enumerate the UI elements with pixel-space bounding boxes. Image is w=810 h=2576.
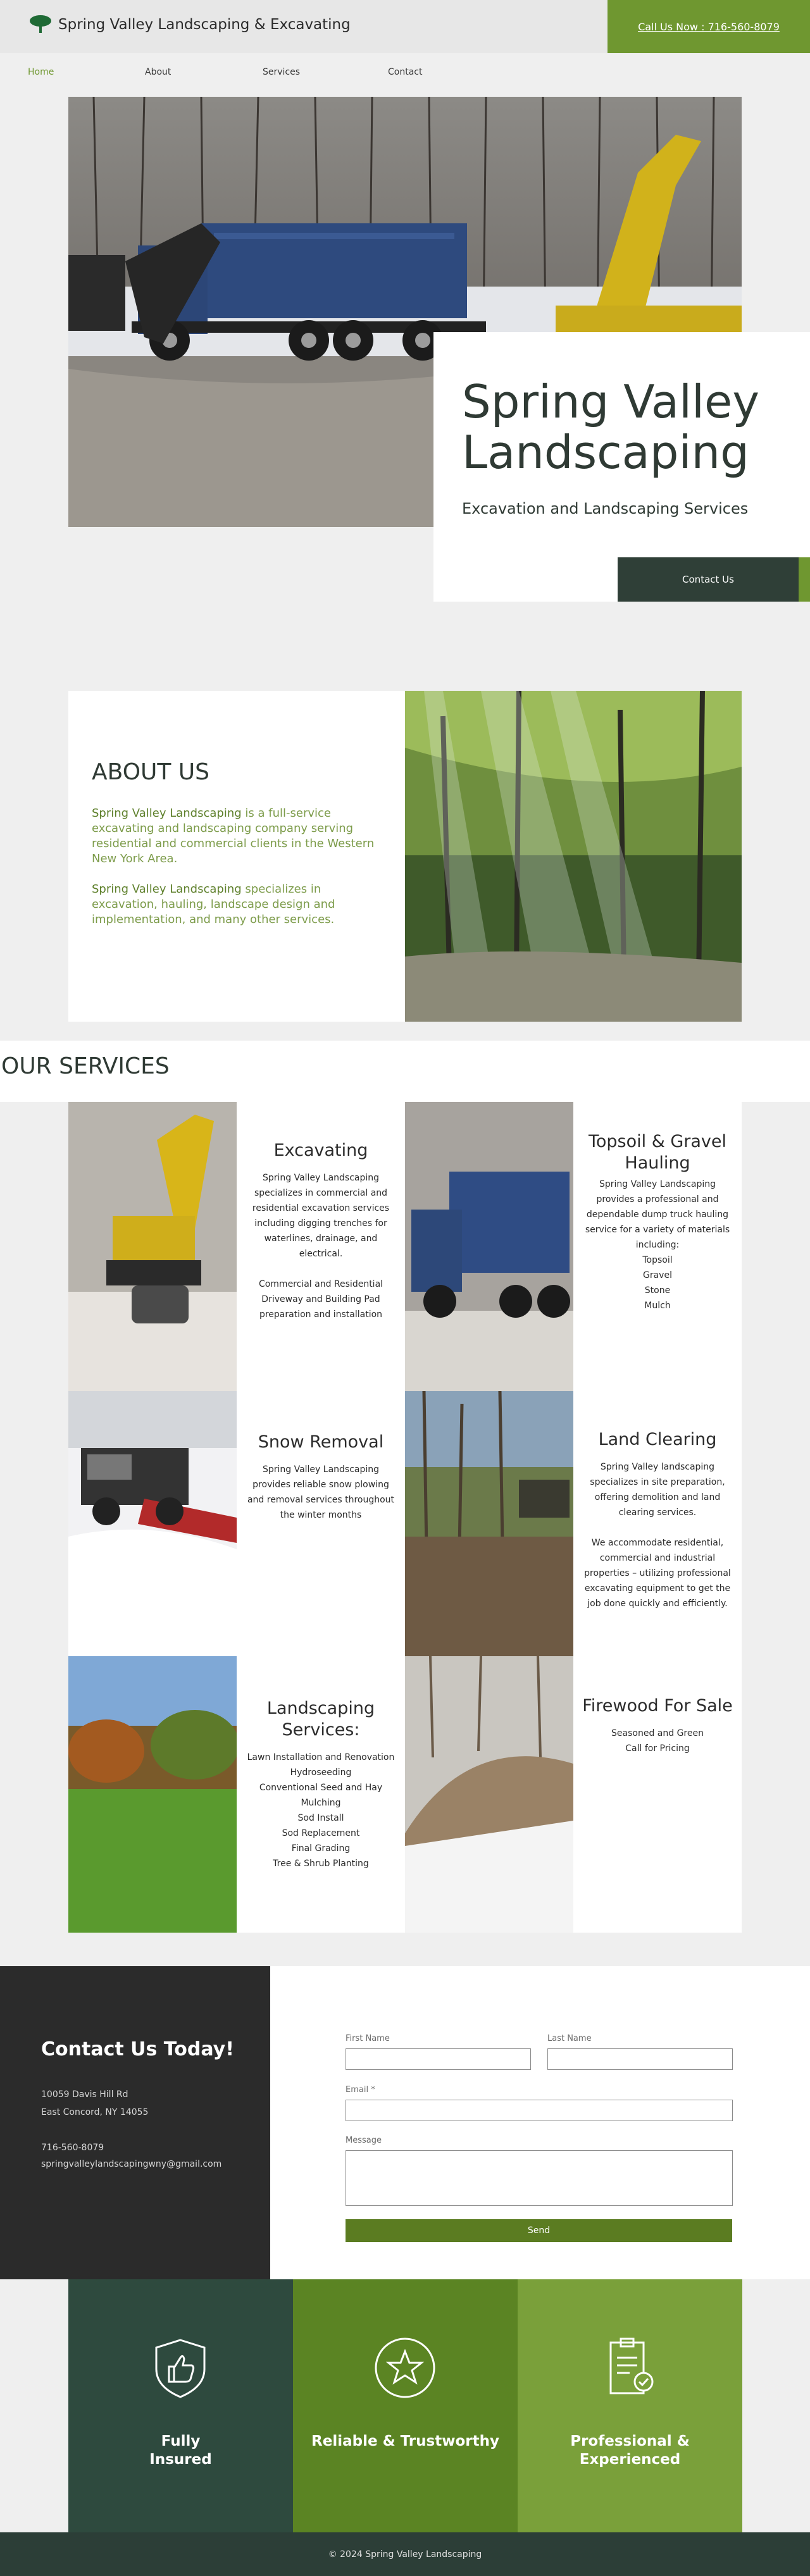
call-us-button[interactable]: Call Us Now : 716-560-8079 xyxy=(608,0,810,53)
message-textarea[interactable] xyxy=(346,2150,733,2206)
forest-sunrays-photo xyxy=(405,691,742,1022)
service-card-snow-removal xyxy=(237,1391,405,1656)
feature-insured xyxy=(68,2279,293,2532)
brand-name[interactable]: Spring Valley Landscaping & Excavating xyxy=(58,16,351,33)
contact-title: Contact Us Today! xyxy=(41,2038,234,2060)
lawn-photo xyxy=(68,1656,237,1933)
about-highlight: Spring Valley Landscaping xyxy=(92,807,242,820)
email-label: Email * xyxy=(346,2085,375,2095)
first-name-input[interactable] xyxy=(346,2048,531,2070)
nav-services[interactable]: Services xyxy=(263,67,301,77)
button-accent-strip xyxy=(799,557,810,602)
service-card-landscaping xyxy=(237,1656,405,1933)
nav-home[interactable]: Home xyxy=(28,67,54,77)
service-description: Spring Valley landscaping specializes in site preparation, offering demolition and land clearing services. We accommodate residential, commercial and industrial properties – utilizing professional excavating equipment to get the job done quickly and efficiently. xyxy=(584,1462,731,1609)
feature-label: Fully Insured xyxy=(149,2433,212,2468)
excavator-photo xyxy=(68,1102,237,1391)
service-description: Spring Valley Landscaping specializes in commercial and residential excavation services including digging trenches for waterlines, drainage, and electrical. Commercial and Residential Driveway and Building Pad preparation and installation xyxy=(252,1173,390,1320)
snow-plow-photo xyxy=(68,1391,237,1656)
service-card-hauling xyxy=(573,1102,742,1391)
address-line-1: 10059 Davis Hill Rd xyxy=(41,2090,128,2100)
firewood-pile-photo xyxy=(405,1656,573,1933)
site-footer: © 2024 Spring Valley Landscaping xyxy=(0,2532,810,2576)
nav-contact[interactable]: Contact xyxy=(388,67,423,77)
feature-label: Reliable & Trustworthy xyxy=(311,2433,499,2449)
hero-contact-button[interactable]: Contact Us xyxy=(618,557,799,602)
services-title: OUR SERVICES xyxy=(1,1053,170,1079)
hero-subtitle: Excavation and Landscaping Services xyxy=(462,500,749,517)
last-name-input[interactable] xyxy=(547,2048,733,2070)
email-input[interactable] xyxy=(346,2100,733,2121)
dump-truck-photo xyxy=(405,1102,573,1391)
address-line-2: East Concord, NY 14055 xyxy=(41,2107,149,2117)
about-title: ABOUT US xyxy=(92,759,210,785)
about-highlight: Spring Valley Landscaping xyxy=(92,882,242,896)
send-button[interactable]: Send xyxy=(346,2219,732,2242)
feature-professional xyxy=(518,2279,742,2532)
service-card-firewood xyxy=(573,1656,742,1933)
service-title: Landscaping Services: xyxy=(266,1699,375,1740)
service-title: Snow Removal xyxy=(258,1432,384,1452)
star-icon xyxy=(373,2336,437,2400)
service-title: Firewood For Sale xyxy=(582,1696,733,1716)
service-title: Topsoil & Gravel Hauling xyxy=(588,1132,727,1173)
feature-reliable xyxy=(293,2279,518,2532)
contact-info-panel xyxy=(0,1966,270,2279)
about-paragraph-2: Spring Valley Landscaping specializes in excavation, hauling, landscape design and implementation, and many other services. xyxy=(92,882,335,926)
service-card-land-clearing xyxy=(573,1391,742,1656)
service-title: Land Clearing xyxy=(598,1430,717,1449)
about-paragraph-1: Spring Valley Landscaping is a full-service excavating and landscaping company serving residential and commercial clients in the Western New York Area. xyxy=(92,807,375,865)
service-title: Excavating xyxy=(273,1141,368,1160)
service-description: Seasoned and Green Call for Pricing xyxy=(611,1728,704,1754)
last-name-label: Last Name xyxy=(547,2034,592,2043)
contact-phone[interactable]: 716-560-8079 xyxy=(41,2143,104,2153)
service-description: Spring Valley Landscaping provides reliable snow plowing and removal services throughout the winter months xyxy=(247,1464,395,1520)
tree-logo-icon xyxy=(28,14,53,34)
hero-title: Spring Valley Landscaping xyxy=(462,375,759,479)
message-label: Message xyxy=(346,2136,382,2145)
nav-about[interactable]: About xyxy=(145,67,171,77)
contact-email[interactable]: springvalleylandscapingwny@gmail.com xyxy=(41,2159,222,2169)
first-name-label: First Name xyxy=(346,2034,390,2043)
certificate-icon xyxy=(598,2336,661,2400)
land-clearing-photo xyxy=(405,1391,573,1656)
feature-label: Professional & Experienced xyxy=(570,2433,690,2468)
service-description: Lawn Installation and Renovation Hydroseeding Conventional Seed and Hay Mulching Sod Install Sod Replacement Final Grading Tree & Shrub Planting xyxy=(247,1752,395,1869)
service-card-excavating xyxy=(237,1102,405,1391)
thumbs-up-shield-icon xyxy=(149,2336,212,2400)
service-description: Spring Valley Landscaping provides a professional and dependable dump truck hauling service for a variety of materials including: Topsoil Gravel Stone Mulch xyxy=(585,1179,730,1311)
